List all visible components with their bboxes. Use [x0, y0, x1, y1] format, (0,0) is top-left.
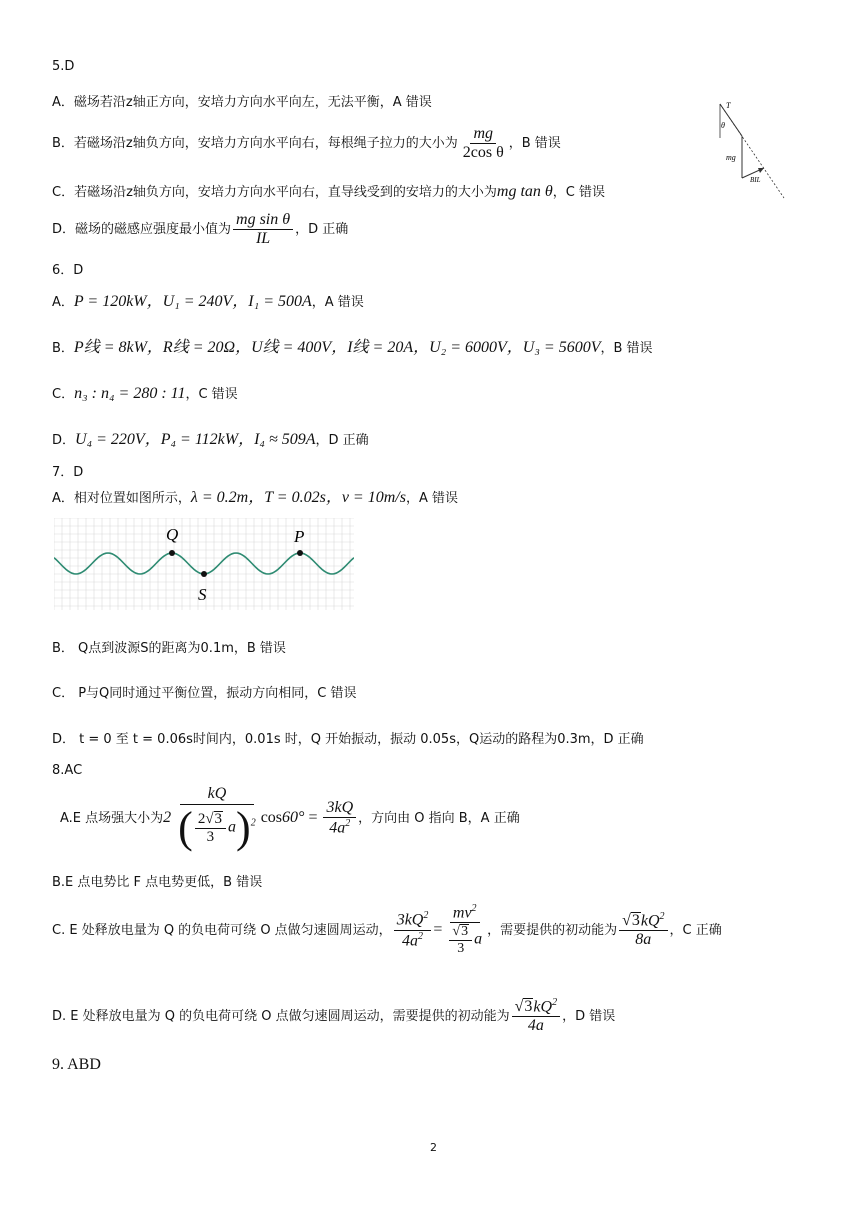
q7-option-a [52, 490, 458, 506]
fraction-numerator: $√3kQ^2$ [512, 998, 560, 1017]
q6-option-d-result: ，D 正确 [315, 433, 369, 448]
q5-option-d [52, 212, 348, 247]
q8-option-c [52, 904, 722, 956]
label-tension: T [726, 101, 731, 110]
q6-option-c [52, 386, 238, 402]
fraction-numerator: kQ [180, 786, 255, 805]
angle-value: 60° [282, 809, 305, 826]
page-number: 2 [430, 1141, 437, 1154]
q5-option-b-text: B．若磁场沿z轴负方向，安培力方向水平向右，每根绳子拉力的大小为 [52, 136, 458, 151]
q5-option-b [52, 126, 561, 161]
q6-option-d-formula: U₄ = 220V，P₄ = 112kW，I₄ ≈ 509A [75, 431, 316, 448]
label-point-q: Q [166, 525, 179, 544]
fraction-denominator: 2cos θ [462, 144, 504, 161]
q5-option-d-text: D．磁场的磁感应强度最小值为 [52, 222, 232, 237]
fraction-numerator: mg sin θ [233, 212, 293, 230]
option-label: A． [52, 295, 74, 310]
q6-option-a [52, 294, 364, 310]
fraction-denominator: $\frac{√3}{3}$ a [444, 923, 485, 956]
q8-option-d-result: ，D 错误 [562, 1008, 616, 1024]
q7-option-a-result: ，A 错误 [405, 491, 458, 506]
fraction-numerator: 3kQ [323, 800, 356, 818]
label-gravity: mg [726, 153, 736, 162]
option-label: B． [52, 341, 74, 356]
q5-heading: 5.D [52, 59, 75, 74]
field-strength-result [323, 800, 356, 836]
fraction-numerator: 2√3 [195, 811, 226, 829]
q8-option-d-text: D. E 处释放电量为 Q 的负电荷可绕 O 点做匀速圆周运动，需要提供的初动能为 [52, 1008, 510, 1024]
q5-option-c-formula: mg tan θ [496, 183, 553, 200]
q6-option-d [52, 432, 369, 448]
equals-sign: = [304, 809, 322, 826]
fraction-denominator: IL [255, 230, 271, 247]
field-strength-fraction [175, 786, 259, 850]
option-label: C． [52, 387, 75, 402]
q7-option-c: C． P与Q同时通过平衡位置，振动方向相同，C 错误 [52, 686, 357, 701]
q5-option-b-result: ，B 错误 [508, 136, 561, 151]
fraction-denominator: 3 [457, 941, 465, 957]
cosine-term: cos [260, 809, 283, 826]
fraction-denominator: 4a [527, 1017, 544, 1035]
q7-option-d: D． t = 0 至 t = 0.06s时间内，0.01s 时，Q 开始振动，振动 0.05s，Q运动的路程为0.3m，D 正确 [52, 732, 644, 747]
coefficient: 2 [163, 809, 172, 826]
q5-option-d-result: ，D 正确 [295, 222, 349, 237]
label-point-p: P [294, 527, 305, 546]
q5-option-c-result: ，C 错误 [552, 185, 605, 200]
q8-option-c-text: C. E 处释放电量为 Q 的负电荷可绕 O 点做匀速圆周运动， [52, 922, 392, 938]
point-q-dot [169, 550, 175, 556]
q5-option-d-fraction [233, 212, 293, 247]
q8-heading: 8.AC [52, 763, 83, 778]
q7-option-a-formula: λ = 0.2m，T = 0.02s，v = 10m/s [190, 489, 406, 506]
option-label: D． [52, 433, 76, 448]
wave-curve [54, 553, 354, 574]
fraction-numerator: $mv^2$ [450, 904, 480, 923]
q6-option-a-formula: P = 120kW，U₁ = 240V，I₁ = 500A [73, 293, 312, 310]
kinetic-energy-fraction-d [512, 998, 560, 1034]
q8-option-a-text: A.E 点场强大小为 [60, 810, 164, 826]
centripetal-rhs-fraction [444, 904, 485, 956]
q9-heading: 9. ABD [52, 1056, 101, 1073]
q6-option-c-formula: n₃ : n₄ = 280 : 11 [74, 385, 186, 402]
fraction-denominator: $4a^2$ [329, 817, 351, 837]
fraction-numerator: mg [470, 126, 496, 144]
fraction-denominator: 3 [206, 829, 215, 845]
q8-option-a-result: ，方向由 O 指向 B，A 正确 [358, 810, 520, 826]
q8-option-a [60, 786, 520, 850]
inner-fraction [449, 924, 472, 956]
q8-option-d [52, 998, 615, 1034]
q6-option-c-result: ，C 错误 [185, 387, 238, 402]
point-p-dot [297, 550, 303, 556]
q7-option-b: B． Q点到波源S的距离为0.1m，B 错误 [52, 641, 286, 656]
q5-option-b-fraction [460, 126, 507, 161]
point-s-dot [201, 571, 207, 577]
kinetic-energy-fraction-c [619, 912, 667, 948]
force-diagram [712, 98, 792, 204]
label-point-s: S [198, 585, 207, 604]
q7-heading: 7．D [52, 465, 84, 480]
fraction-denominator: $4a^2$ [402, 930, 424, 949]
equals-sign: = [433, 921, 443, 939]
centripetal-lhs-fraction [394, 911, 432, 949]
q6-option-b-result: ，B 错误 [600, 341, 653, 356]
q6-heading: 6．D [52, 263, 84, 278]
q8-option-c-result: ，C 正确 [669, 922, 722, 938]
fraction-numerator: $√3kQ^2$ [619, 912, 667, 931]
q7-option-a-text: A．相对位置如图所示， [52, 491, 191, 506]
fraction-denominator: ( $\frac{2√3}{3}$ a)$^2$ [178, 803, 256, 852]
label-theta: θ [721, 121, 725, 130]
wave-diagram [54, 518, 354, 610]
tension-vector [720, 104, 742, 136]
q5-option-c [52, 184, 605, 200]
fraction-numerator: $3kQ^2$ [394, 911, 432, 930]
q6-option-b [52, 340, 653, 356]
fraction-numerator: √3 [449, 924, 472, 941]
q6-option-a-result: ，A 错误 [311, 295, 364, 310]
q8-option-c-mid: ，需要提供的初动能为 [487, 922, 618, 938]
fraction-denominator: 8a [635, 931, 652, 949]
q8-option-b: B.E 点电势比 F 点电势更低，B 错误 [52, 875, 263, 890]
q5-option-a: A．磁场若沿z轴正方向，安培力方向水平向左，无法平衡，A 错误 [52, 95, 432, 110]
q6-option-b-formula: P线 = 8kW，R线 = 20Ω，U线 = 400V，I线 = 20A，U₂ = 6000V，U₃ = 5600V [73, 339, 601, 356]
inner-fraction [195, 811, 226, 845]
q5-option-c-text: C．若磁场沿z轴负方向，安培力方向水平向右，直导线受到的安培力的大小为 [52, 185, 497, 200]
label-ampere-force: BIL [750, 176, 761, 184]
